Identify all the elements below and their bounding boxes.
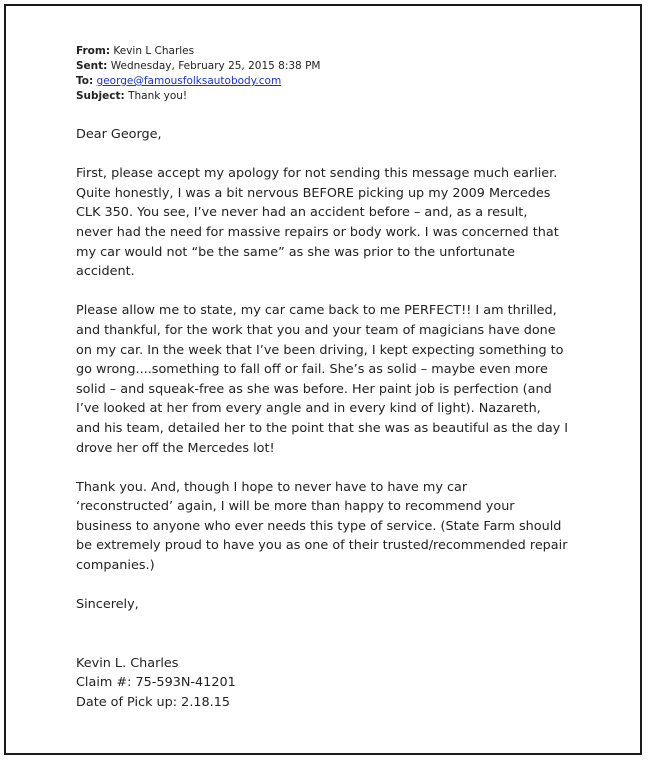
paragraph-line: companies.) <box>76 558 155 574</box>
from-value: Kevin L Charles <box>113 45 195 57</box>
paragraph-line: solid – and squeak-free as she was before. Her paint job is perfection (and <box>76 381 552 397</box>
to-email-link[interactable]: george@famousfolksautobody.com <box>96 75 282 87</box>
paragraph-line: and his team, detailed her to the point that she was as beautiful as the day I <box>76 420 569 436</box>
to-label: To: <box>76 75 94 87</box>
paragraph-line: I’ve looked at her from every angle and in every kind of light). Nazareth, <box>76 401 541 417</box>
paragraph-line: accident. <box>76 264 135 280</box>
signature-name: Kevin L. Charles <box>76 655 179 671</box>
pickup-date: Date of Pick up: 2.18.15 <box>76 695 231 711</box>
paragraph-line: Thank you. And, though I hope to never have to have my car <box>76 479 468 495</box>
paragraph-2 <box>76 301 621 458</box>
paragraph-line: drove her off the Mercedes lot! <box>76 440 275 456</box>
paragraph-line: Quite honestly, I was a bit nervous BEFORE picking up my 2009 Mercedes <box>76 185 551 201</box>
to-row <box>76 74 320 89</box>
greeting: Dear George, <box>76 127 162 142</box>
paragraph-line: be extremely proud to have you as one of their trusted/recommended repair <box>76 538 568 554</box>
paragraph-line: and thankful, for the work that you and your team of magicians have done <box>76 322 556 338</box>
paragraph-line: my car would not “be the same” as she was prior to the unfortunate <box>76 244 516 260</box>
paragraph-line: on my car. In the week that I’ve been driving, I kept expecting something to <box>76 342 564 358</box>
subject-label: Subject: <box>76 90 125 102</box>
sent-label: Sent: <box>76 60 108 72</box>
from-row <box>76 44 320 59</box>
paragraph-1 <box>76 164 621 282</box>
paragraph-line: First, please accept my apology for not sending this message much earlier. <box>76 166 558 182</box>
paragraph-line: go wrong....something to fall off or fail. She’s as solid – maybe even more <box>76 362 548 378</box>
sent-value: Wednesday, February 25, 2015 8:38 PM <box>110 60 321 72</box>
paragraph-line: Please allow me to state, my car came back to me PERFECT!! I am thrilled, <box>76 303 557 319</box>
letter-body <box>76 125 621 713</box>
email-header <box>76 44 320 104</box>
paragraph-line: CLK 350. You see, I’ve never had an accident before – and, as a result, <box>76 205 528 221</box>
from-label: From: <box>76 45 111 57</box>
closing: Sincerely, <box>76 597 139 613</box>
sent-row <box>76 59 320 74</box>
subject-row <box>76 89 320 104</box>
signature-block <box>76 654 621 713</box>
claim-number: Claim #: 75-593N-41201 <box>76 675 236 691</box>
paragraph-line: never had the need for massive repairs or body work. I was concerned that <box>76 224 559 240</box>
paragraph-3 <box>76 478 621 576</box>
paragraph-line: business to anyone who ever needs this type of service. (State Farm should <box>76 518 562 534</box>
subject-value: Thank you! <box>128 90 188 102</box>
paragraph-line: ‘reconstructed’ again, I will be more than happy to recommend your <box>76 499 515 515</box>
